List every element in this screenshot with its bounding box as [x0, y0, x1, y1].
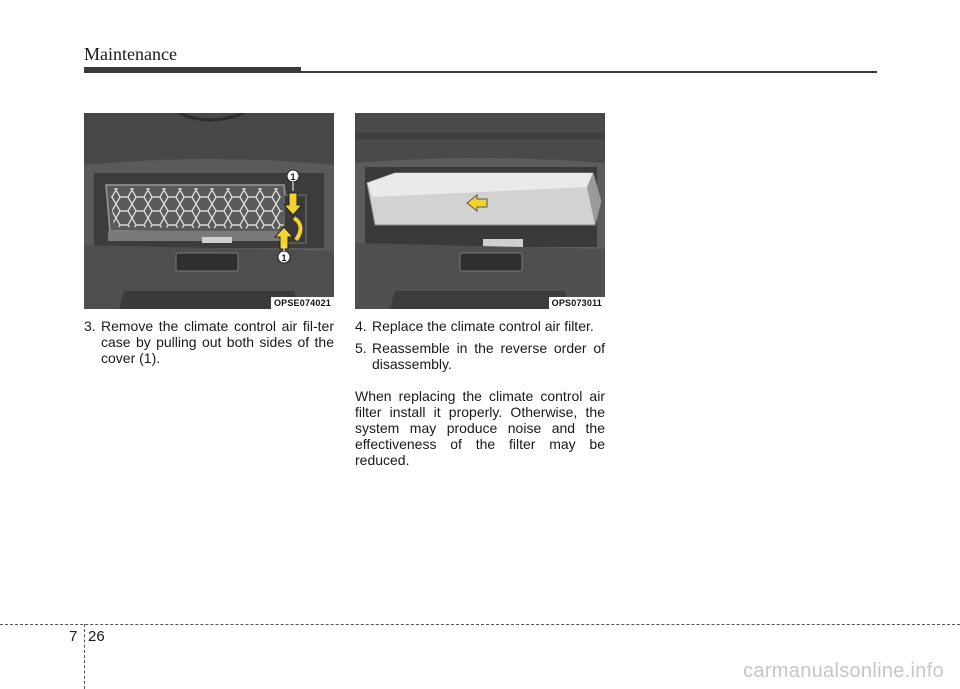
step-text: Replace the climate control air filter. — [372, 318, 594, 334]
chapter-number: 7 — [69, 628, 78, 645]
header-rule-thin — [301, 71, 877, 73]
filter-insert-photo-illustration — [355, 113, 605, 309]
watermark-link[interactable]: carmanualsonline.info — [743, 660, 944, 682]
right-column-text — [355, 318, 605, 468]
figure-remove-filter-case — [84, 113, 334, 309]
step-number: 3. — [84, 318, 96, 334]
callout-1-bottom: 1 — [281, 253, 287, 263]
step-3 — [84, 318, 334, 366]
step-4 — [355, 318, 605, 334]
header-rule-thick — [84, 67, 301, 73]
left-column-text — [84, 318, 334, 372]
page-number: 26 — [88, 628, 105, 645]
figure-replace-filter — [355, 113, 605, 309]
step-text: Remove the climate control air fil-ter case by pulling out both sides of the cover (1). — [101, 318, 334, 366]
callout-1-top: 1 — [290, 172, 296, 182]
footer-rule — [0, 624, 960, 625]
installation-note: When replacing the climate control air filter install it properly. Otherwise, the system may produce noise and the effectiveness of the filter may be reduced. — [355, 388, 605, 468]
step-text: Reassemble in the reverse order of disassembly. — [372, 340, 605, 372]
step-number: 4. — [355, 318, 367, 334]
step-5 — [355, 340, 605, 372]
footer-divider — [84, 624, 85, 689]
figure-code: OPS073011 — [549, 297, 605, 309]
glovebox-photo-illustration — [84, 113, 334, 309]
step-number: 5. — [355, 340, 367, 356]
section-title: Maintenance — [84, 44, 177, 64]
figure-code: OPSE074021 — [271, 297, 334, 309]
